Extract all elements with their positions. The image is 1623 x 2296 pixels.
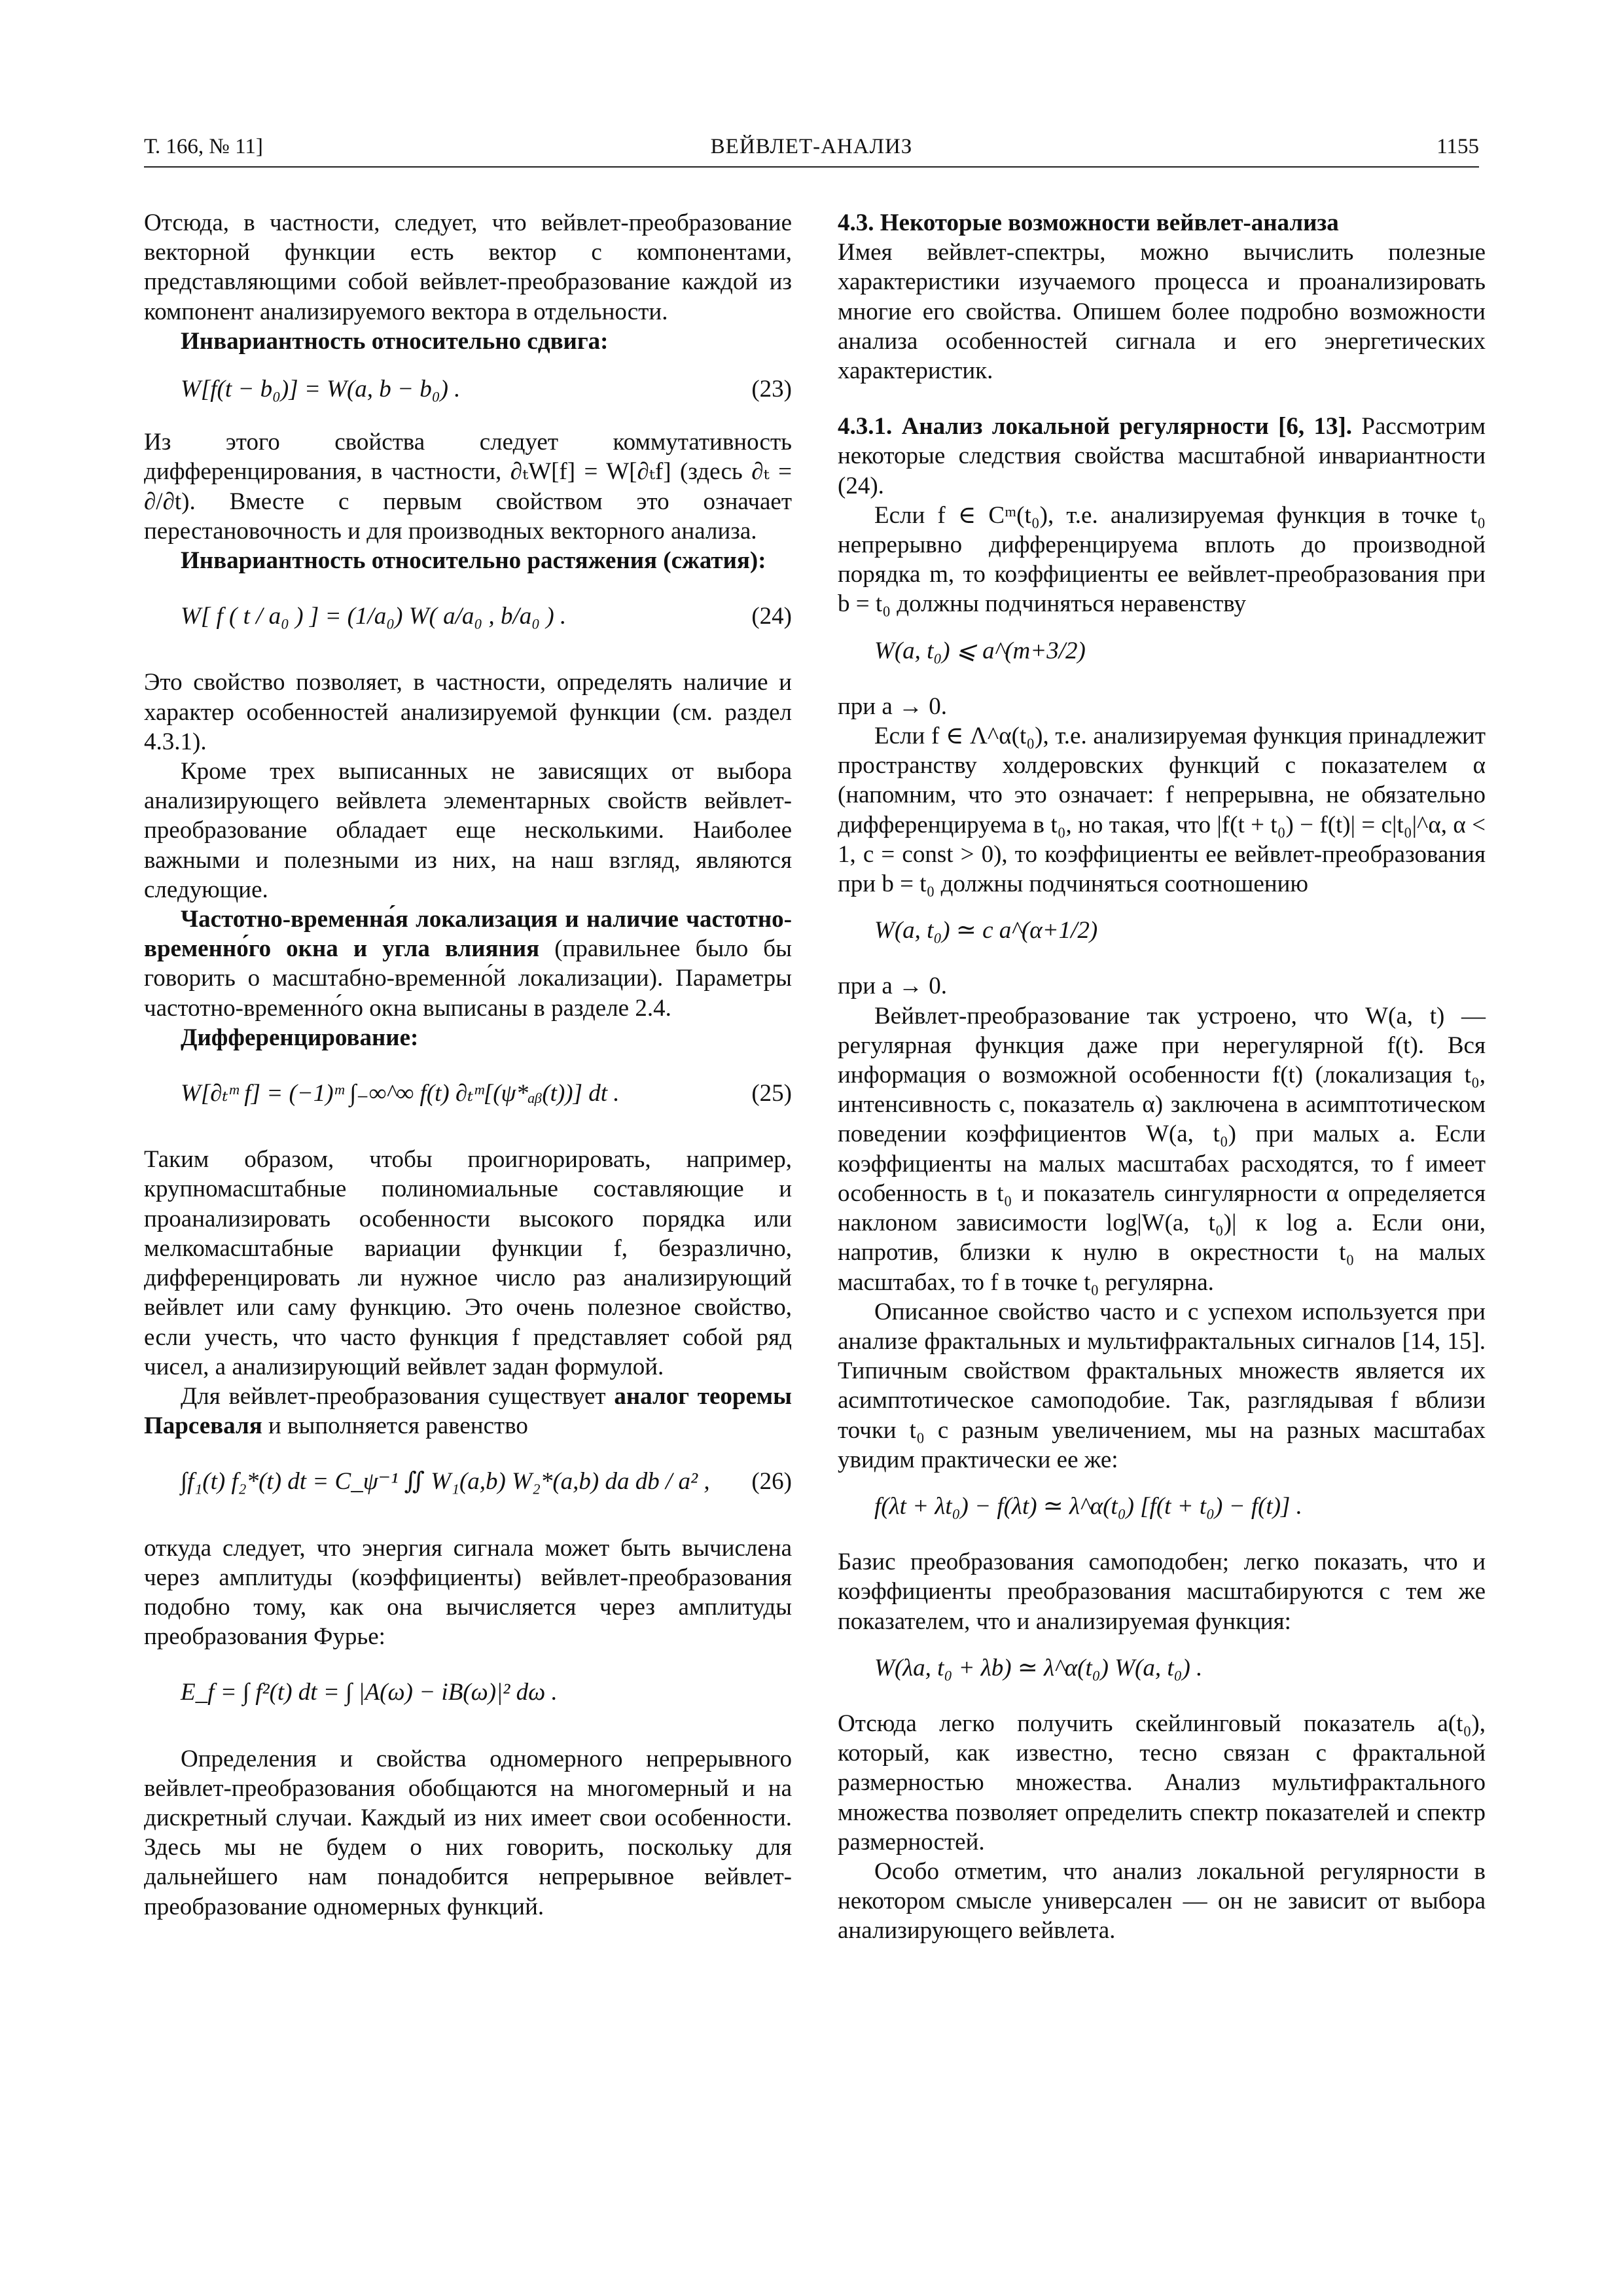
paragraph: Отсюда легко получить скейлинговый показатель a(t₀), который, как известно, тесно связан с фрактальной размерностью множества. Анализ мультифрактального множества позволяет определить спектр показателей и спектр размерностей. <box>838 1710 1486 1856</box>
equation-25 <box>144 1079 792 1108</box>
equation-body: E_f = ∫ f²(t) dt = ∫ |A(ω) − iB(ω)|² dω . <box>181 1679 558 1706</box>
equation-number: (24) <box>751 603 792 630</box>
paragraph: Если f ∈ Cᵐ(t₀), т.е. анализируемая функция в точке t₀ непрерывно дифференцируема вплоть до производной порядка m, то коэффициенты ее вейвлет-преобразования при b = t₀ должны подчиняться неравенству <box>838 501 1486 618</box>
paragraph: Если f ∈ Λ^α(t₀), т.е. анализируемая функция принадлежит пространству холдеровских функций с показателем α (напомним, что это означает: f непрерывна, не обязательно дифференцируема в t₀, но такая, что |f(t + t₀) − f(t)| = c|t₀|^α, α < 1, c = const > 0), то коэффициенты ее вейвлет-преобразования при b = t₀ должны подчиняться соотношению <box>838 723 1486 898</box>
emphasis: аналог теоремы Парсеваля <box>144 1382 792 1440</box>
equation-body: W(a, t₀) ≃ c a^(α+1/2) <box>874 917 1098 944</box>
subsection-heading: 4.3.1. Анализ локальной регулярности [6, 13]. <box>838 413 1353 440</box>
paragraph: откуда следует, что энергия сигнала может быть вычислена через амплитуды (коэффициенты) вейвлет-преобразования подобно тому, как она вычисляется через амплитуды преобразования Фурье: <box>144 1534 792 1651</box>
paragraph <box>144 1382 792 1441</box>
running-title: ВЕЙВЛЕТ-АНАЛИЗ <box>710 135 913 158</box>
paragraph: Кроме трех выписанных не зависящих от выбора анализирующего вейвлета элементарных свойств вейвлет-преобразование обладает еще несколькими. Наиболее важными и полезными из них, на наш взгляд, являются следующие. <box>144 758 792 903</box>
paragraph: Имея вейвлет-спектры, можно вычислить полезные характеристики изучаемого процесса и проанализировать многие его свойства. Опишем более подробно возможности анализа особенностей сигнала и его энергетических характеристик. <box>838 239 1486 385</box>
equation-body: W[ f ( t / a₀ ) ] = (1/a₀) W( a/a₀ , b/a₀ ) . <box>181 603 567 630</box>
paragraph-text: Рассмотрим некоторые следствия свойства масштабной инвариантности (24). <box>838 413 1486 499</box>
equation-26 <box>144 1467 792 1496</box>
equation-energy <box>144 1677 792 1707</box>
equation-24 <box>144 601 792 631</box>
section-heading: 4.3. Некоторые возможности вейвлет-анализа <box>838 209 1339 236</box>
property-heading: Дифференцирование: <box>181 1024 419 1051</box>
paragraph-text: и выполняется равенство <box>262 1412 528 1440</box>
equation-holder <box>838 916 1486 945</box>
paragraph: Определения и свойства одномерного непрерывного вейвлет-преобразования обобщаются на многомерный и на дискретный случаи. Каждый из них имеет свои особенности. Здесь мы не будем о них говорить, поскольку для дальнейшего нам понадобится непрерывное вейвлет-преобразование одномерных функций. <box>144 1745 792 1920</box>
paragraph: Таким образом, чтобы проигнорировать, например, крупномасштабные полиномиальные составляющие и проанализировать особенности высокого порядка или мелкомасштабные вариации функции f, безразлично, дифференцировать ли нужное число раз анализирующий вейвлет или саму функцию. Это очень полезное свойство, если учесть, что часто функция f представляет собой ряд чисел, а анализирующий вейвлет задан формулой. <box>144 1146 792 1380</box>
paragraph: Это свойство позволяет, в частности, определять наличие и характер особенностей анализируемой функции (см. раздел 4.3.1). <box>144 669 792 755</box>
paragraph <box>838 412 1486 501</box>
paragraph: Вейвлет-преобразование так устроено, что W(a, t) — регулярная функция даже при нерегулярной f(t). Вся информация о возможной особенности f(t) (локализация t₀, интенсивность c, показатель α) заключена в асимптотическом поведении коэффициентов W(a, t₀) при малых a. Если коэффициенты на малых масштабах расходятся, то f имеет особенность в t₀ и показатель сингулярности α определяется наклоном зависимости log|W(a, t₀)| к log a. Если они, напротив, близки к нулю в окрестности t₀ на малых масштабах, то f в точке t₀ регулярна. <box>838 1002 1486 1296</box>
journal-volume: Т. 166, № 11] <box>144 135 263 158</box>
equation-regularity <box>838 636 1486 666</box>
property-heading: Инвариантность относительно растяжения (сжатия): <box>181 547 766 575</box>
equation-body: ∫f₁(t) f₂*(t) dt = C_ψ⁻¹ ∬ W₁(a,b) W₂*(a,b) da db / a² , <box>181 1468 710 1496</box>
equation-number: (25) <box>751 1080 792 1107</box>
paragraph: при a → 0. <box>838 973 948 1000</box>
paragraph <box>144 905 792 1023</box>
paragraph: Базис преобразования самоподобен; легко показать, что и коэффициенты преобразования масштабируются с тем же показателем, что и анализируемая функция: <box>838 1549 1486 1635</box>
paragraph: Особо отметим, что анализ локальной регулярности в некотором смысле универсален — он не зависит от выбора анализирующего вейвлета. <box>838 1857 1486 1945</box>
paragraph: Из этого свойства следует коммутативность дифференцирования, в частности, ∂ₜW[f] = W[∂ₜf] (здесь ∂ₜ = ∂/∂t). Вместе с первым свойством это означает перестановочность и для производных векторного анализа. <box>144 429 792 545</box>
paragraph-text: Для вейвлет-преобразования существует <box>181 1382 615 1410</box>
page-number: 1155 <box>1436 135 1479 158</box>
equation-body: W[f(t − b₀)] = W(a, b − b₀) . <box>181 376 461 403</box>
equation-number: (23) <box>751 376 792 403</box>
equation-number: (26) <box>751 1468 792 1496</box>
paragraph: Отсюда, в частности, следует, что вейвлет-преобразование векторной функции есть вектор с компонентами, представляющими собой вейвлет-преобразование каждой из компонент анализируемого вектора в отдельности. <box>144 209 792 325</box>
equation-body: W(λa, t₀ + λb) ≃ λ^α(t₀) W(a, t₀) . <box>874 1654 1203 1681</box>
property-heading: Частотно-временна́я локализация и наличие частотно-временно́го окна и угла влияния <box>144 906 792 963</box>
paragraph-text: (правильнее было бы говорить о масштабно-временно́й локализации). Параметры частотно-временно́го окна выписаны в разделе 2.4. <box>144 935 792 1022</box>
equation-self-similarity <box>838 1492 1486 1521</box>
equation-body: W(a, t₀) ⩽ a^(m+3/2) <box>874 637 1086 664</box>
equation-23 <box>144 374 792 404</box>
left-column <box>144 208 792 1922</box>
equation-body: W[∂ₜᵐ f] = (−1)ᵐ ∫₋∞^∞ f(t) ∂ₜᵐ[(ψ*ₐᵦ(t))] dt . <box>181 1080 620 1107</box>
equation-coefficient-scaling <box>838 1653 1486 1683</box>
paragraph: Описанное свойство часто и с успехом используется при анализе фрактальных и мультифрактальных сигналов [14, 15]. Типичным свойством фрактальных множеств является их асимптотическое самоподобие. Так, разглядывая f вблизи точки t₀ с разным увеличением, мы на разных масштабах увидим практически ее же: <box>838 1298 1486 1473</box>
property-heading: Инвариантность относительно сдвига: <box>181 327 609 355</box>
running-header <box>144 135 1479 168</box>
paragraph: при a → 0. <box>838 692 948 720</box>
right-column <box>838 208 1486 1946</box>
equation-body: f(λt + λt₀) − f(λt) ≃ λ^α(t₀) [f(t + t₀) − f(t)] . <box>874 1492 1302 1520</box>
